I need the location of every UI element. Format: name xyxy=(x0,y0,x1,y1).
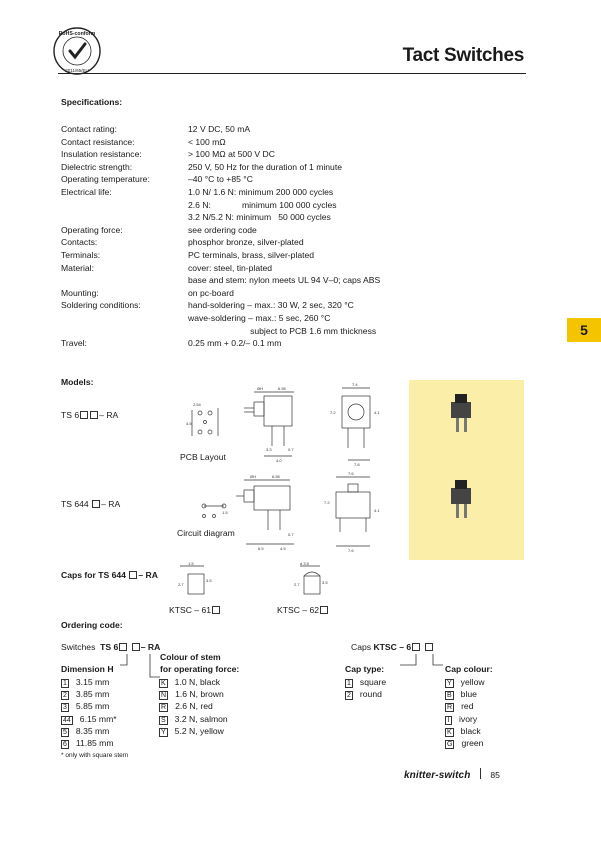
force-item xyxy=(159,700,228,712)
dimension-item xyxy=(61,737,117,749)
spec-value: on pc-board xyxy=(188,287,234,298)
spec-value: phosphor bronze, silver-plated xyxy=(188,237,304,248)
svg-text:6.5: 6.5 xyxy=(258,546,264,551)
footer-divider xyxy=(480,768,481,779)
spec-value: > 100 MΩ at 500 V DC xyxy=(188,149,275,160)
code-value: red xyxy=(461,701,474,712)
spec-label: Mounting: xyxy=(61,287,99,298)
spec-value: < 100 mΩ xyxy=(188,136,226,147)
code-box: 2 xyxy=(347,692,351,700)
svg-text:1.5: 1.5 xyxy=(222,510,228,515)
rohs-seal xyxy=(52,26,102,76)
spec-label: Insulation resistance: xyxy=(61,149,142,160)
stem-heading-2: for operating force: xyxy=(160,664,240,674)
code-value: green xyxy=(461,738,484,749)
svg-text:0.7: 0.7 xyxy=(288,532,294,537)
code-box: R xyxy=(447,704,453,712)
placeholder-box xyxy=(129,571,137,579)
svg-text:3.5: 3.5 xyxy=(322,580,328,585)
placeholder-box xyxy=(92,500,100,508)
code-box: K xyxy=(447,728,452,736)
svg-text:RoHS-conform: RoHS-conform xyxy=(58,31,96,37)
code-box: 1 xyxy=(63,680,67,687)
code-value: black xyxy=(460,725,481,736)
caps-code: KTSC – 6 xyxy=(373,642,412,652)
switches-code-a: TS 6 xyxy=(100,642,119,652)
code-box: S xyxy=(161,716,166,724)
caps-heading-prefix: Caps for TS 644 xyxy=(61,570,126,580)
code-value: 2.6 N, red xyxy=(175,701,213,712)
page-number: 85 xyxy=(490,770,500,780)
svg-text:2.7: 2.7 xyxy=(294,582,300,587)
caps-heading-suffix: – RA xyxy=(138,570,158,580)
code-value: 8.35 mm xyxy=(75,725,110,736)
spec-value: 0.25 mm + 0.2/– 0.1 mm xyxy=(188,338,282,349)
pcb-layout-drawing xyxy=(186,402,218,436)
model-ts6-suffix: – RA xyxy=(99,410,119,420)
model-ts644-suffix: – RA xyxy=(101,499,121,509)
code-box: 3 xyxy=(63,704,67,712)
svg-text:4.1: 4.1 xyxy=(374,410,380,415)
svg-text:6.55: 6.55 xyxy=(278,386,286,391)
code-box: K xyxy=(161,680,166,687)
stem-heading-1: Colour of stem xyxy=(160,652,221,662)
code-value: 11.85 mm xyxy=(75,738,114,749)
circuit-diagram-label: Circuit diagram xyxy=(177,528,235,538)
dimension-item xyxy=(61,688,117,700)
code-box: 6 xyxy=(63,741,67,749)
code-value: blue xyxy=(460,689,477,700)
code-value: yellow xyxy=(460,677,485,687)
svg-text:7.2: 7.2 xyxy=(324,500,330,505)
spec-label: Operating temperature: xyxy=(61,174,150,185)
code-box: 44 xyxy=(63,716,71,724)
svg-text:7.4: 7.4 xyxy=(352,382,358,387)
placeholder-box xyxy=(90,411,98,419)
rohs-seal-graphic xyxy=(52,26,102,76)
svg-text:4.5: 4.5 xyxy=(280,546,286,551)
svg-text:3.3: 3.3 xyxy=(266,447,272,452)
circuit-diagram-drawing xyxy=(202,504,228,518)
code-box: G xyxy=(447,741,453,749)
switch-photo-graphic xyxy=(409,380,524,560)
code-box: 5 xyxy=(63,728,67,736)
cap-62-drawing xyxy=(294,561,328,594)
code-value: square xyxy=(359,677,387,687)
force-list xyxy=(159,676,228,737)
chapter-tab: 5 xyxy=(567,318,601,342)
svg-text:4.1: 4.1 xyxy=(374,508,380,513)
svg-text:ØH: ØH xyxy=(257,386,263,391)
code-box: 1 xyxy=(347,680,351,687)
spec-value: 250 V, 50 Hz for the duration of 1 minute xyxy=(188,161,342,172)
dimension-list xyxy=(61,676,117,749)
code-value: 3.2 N, salmon xyxy=(174,713,228,724)
page-title: Tact Switches xyxy=(402,45,524,66)
cap-62-label xyxy=(277,604,329,617)
placeholder-box xyxy=(80,411,88,419)
spec-value: wave-soldering – max.: 5 sec, 260 °C xyxy=(188,312,331,323)
cap-drawings xyxy=(160,560,330,610)
spec-value: subject to PCB 1.6 mm thickness xyxy=(188,325,377,336)
spec-label: Contact resistance: xyxy=(61,136,135,147)
ordering-heading: Ordering code: xyxy=(61,620,123,630)
front-view-drawing xyxy=(330,382,380,467)
code-box: R xyxy=(161,704,167,712)
svg-text:6.55: 6.55 xyxy=(272,474,280,479)
force-item xyxy=(159,676,228,688)
switches-prefix: Switches xyxy=(61,642,96,652)
svg-text:7.8: 7.8 xyxy=(354,462,360,467)
code-value: 3.15 mm xyxy=(75,677,110,687)
code-value: 5.2 N, yellow xyxy=(174,725,224,736)
header-rule xyxy=(58,73,526,74)
specifications-heading: Specifications: xyxy=(61,97,123,107)
svg-text:3.5: 3.5 xyxy=(206,578,212,583)
dimension-item xyxy=(61,713,117,725)
side-view-drawing-2 xyxy=(236,474,294,551)
switches-code-b: – RA xyxy=(140,642,161,652)
spec-value: cover: steel, tin-plated xyxy=(188,262,273,273)
code-value: round xyxy=(359,689,382,700)
cap-type-item xyxy=(345,688,386,700)
model-ts6-ra xyxy=(61,409,118,422)
force-item xyxy=(159,725,228,737)
cap-colour-item xyxy=(445,725,485,737)
spec-value: see ordering code xyxy=(188,224,257,235)
spec-value: –40 °C to +85 °C xyxy=(188,174,253,185)
cap-type-heading: Cap type: xyxy=(345,664,385,674)
product-photo xyxy=(409,380,524,560)
spec-value: 1.0 N/ 1.6 N: minimum 200 000 cycles xyxy=(188,186,334,197)
cap-colour-list xyxy=(445,676,485,749)
svg-text:d 3.5: d 3.5 xyxy=(300,561,309,566)
spec-label: Material: xyxy=(61,262,94,273)
code-value: 1.6 N, brown xyxy=(175,689,224,700)
svg-text:4.0: 4.0 xyxy=(276,458,282,463)
code-box: Y xyxy=(447,680,452,687)
footnote: * only with square stem xyxy=(61,752,129,759)
cap-colour-item xyxy=(445,688,485,700)
spec-value: 2.6 N: minimum 100 000 cycles xyxy=(188,199,337,210)
svg-text:7.6: 7.6 xyxy=(348,472,354,476)
front-view-drawing-2 xyxy=(324,472,380,553)
svg-text:2.54: 2.54 xyxy=(193,402,201,407)
force-item xyxy=(159,688,228,700)
caps-prefix: Caps xyxy=(351,642,372,652)
svg-text:4.5: 4.5 xyxy=(186,421,192,426)
svg-text:2011/65/EU: 2011/65/EU xyxy=(65,68,89,73)
cap-colour-item xyxy=(445,737,485,749)
cap-type-list xyxy=(345,676,386,700)
svg-text:0.7: 0.7 xyxy=(288,447,294,452)
cap-61-text: KTSC – 61 xyxy=(169,605,212,615)
code-value: 1.0 N, black xyxy=(174,677,221,687)
svg-text:7.6: 7.6 xyxy=(348,548,354,553)
cap-61-label xyxy=(169,604,221,617)
spec-label: Terminals: xyxy=(61,249,101,260)
spec-value: hand-soldering – max.: 30 W, 2 sec, 320 °C xyxy=(188,300,354,311)
spec-value: 12 V DC, 50 mA xyxy=(188,124,251,134)
cap-colour-heading: Cap colour: xyxy=(445,664,493,674)
spec-label: Contacts: xyxy=(61,237,98,248)
placeholder-box xyxy=(320,606,328,614)
dimension-item xyxy=(61,725,117,737)
svg-text:2.7: 2.7 xyxy=(178,582,184,587)
model-ts6-prefix: TS 6 xyxy=(61,410,80,420)
ts644-technical-drawing xyxy=(184,472,399,562)
code-value: 6.15 mm* xyxy=(79,713,117,724)
svg-text:7.2: 7.2 xyxy=(330,410,336,415)
cap-colour-item xyxy=(445,676,485,688)
spec-label: Soldering conditions: xyxy=(61,300,141,311)
code-box: B xyxy=(447,692,452,700)
spec-value: base and stem: nylon meets UL 94 V–0; caps ABS xyxy=(188,275,381,286)
code-value: 5.85 mm xyxy=(75,701,110,712)
code-value: 3.85 mm xyxy=(75,689,110,700)
cap-colour-item xyxy=(445,700,485,712)
side-view-drawing xyxy=(244,386,294,463)
code-box: I xyxy=(445,716,452,725)
cap-61-drawing xyxy=(178,561,212,594)
footer xyxy=(404,765,500,783)
svg-text:ØH: ØH xyxy=(250,474,256,479)
spec-label: Travel: xyxy=(61,338,87,349)
force-item xyxy=(159,713,228,725)
code-box: N xyxy=(161,692,167,700)
dimension-heading: Dimension H xyxy=(61,664,114,674)
model-ts644-ra xyxy=(61,498,120,511)
spec-label: Operating force: xyxy=(61,224,123,235)
model-ts644-prefix: TS 644 xyxy=(61,499,89,509)
spec-label: Contact rating: xyxy=(61,124,117,134)
spec-label: Dielectric strength: xyxy=(61,161,133,172)
code-box: Y xyxy=(161,728,166,736)
cap-type-item xyxy=(345,676,386,688)
spec-value: 3.2 N/5.2 N: minimum 50 000 cycles xyxy=(188,212,331,223)
cap-colour-item xyxy=(445,713,485,725)
brand-logo: knitter-switch xyxy=(404,770,471,781)
spec-label: Electrical life: xyxy=(61,186,112,197)
code-value: ivory xyxy=(459,713,478,724)
placeholder-box xyxy=(212,606,220,614)
caps-heading xyxy=(61,569,158,582)
cap-62-text: KTSC – 62 xyxy=(277,605,320,615)
pcb-layout-label: PCB Layout xyxy=(180,452,226,462)
models-heading: Models: xyxy=(61,377,94,387)
code-box: 2 xyxy=(63,692,67,700)
dimension-item xyxy=(61,700,117,712)
svg-text:1.5: 1.5 xyxy=(188,561,194,566)
dimension-item xyxy=(61,676,117,688)
spec-value: PC terminals, brass, silver-plated xyxy=(188,249,315,260)
